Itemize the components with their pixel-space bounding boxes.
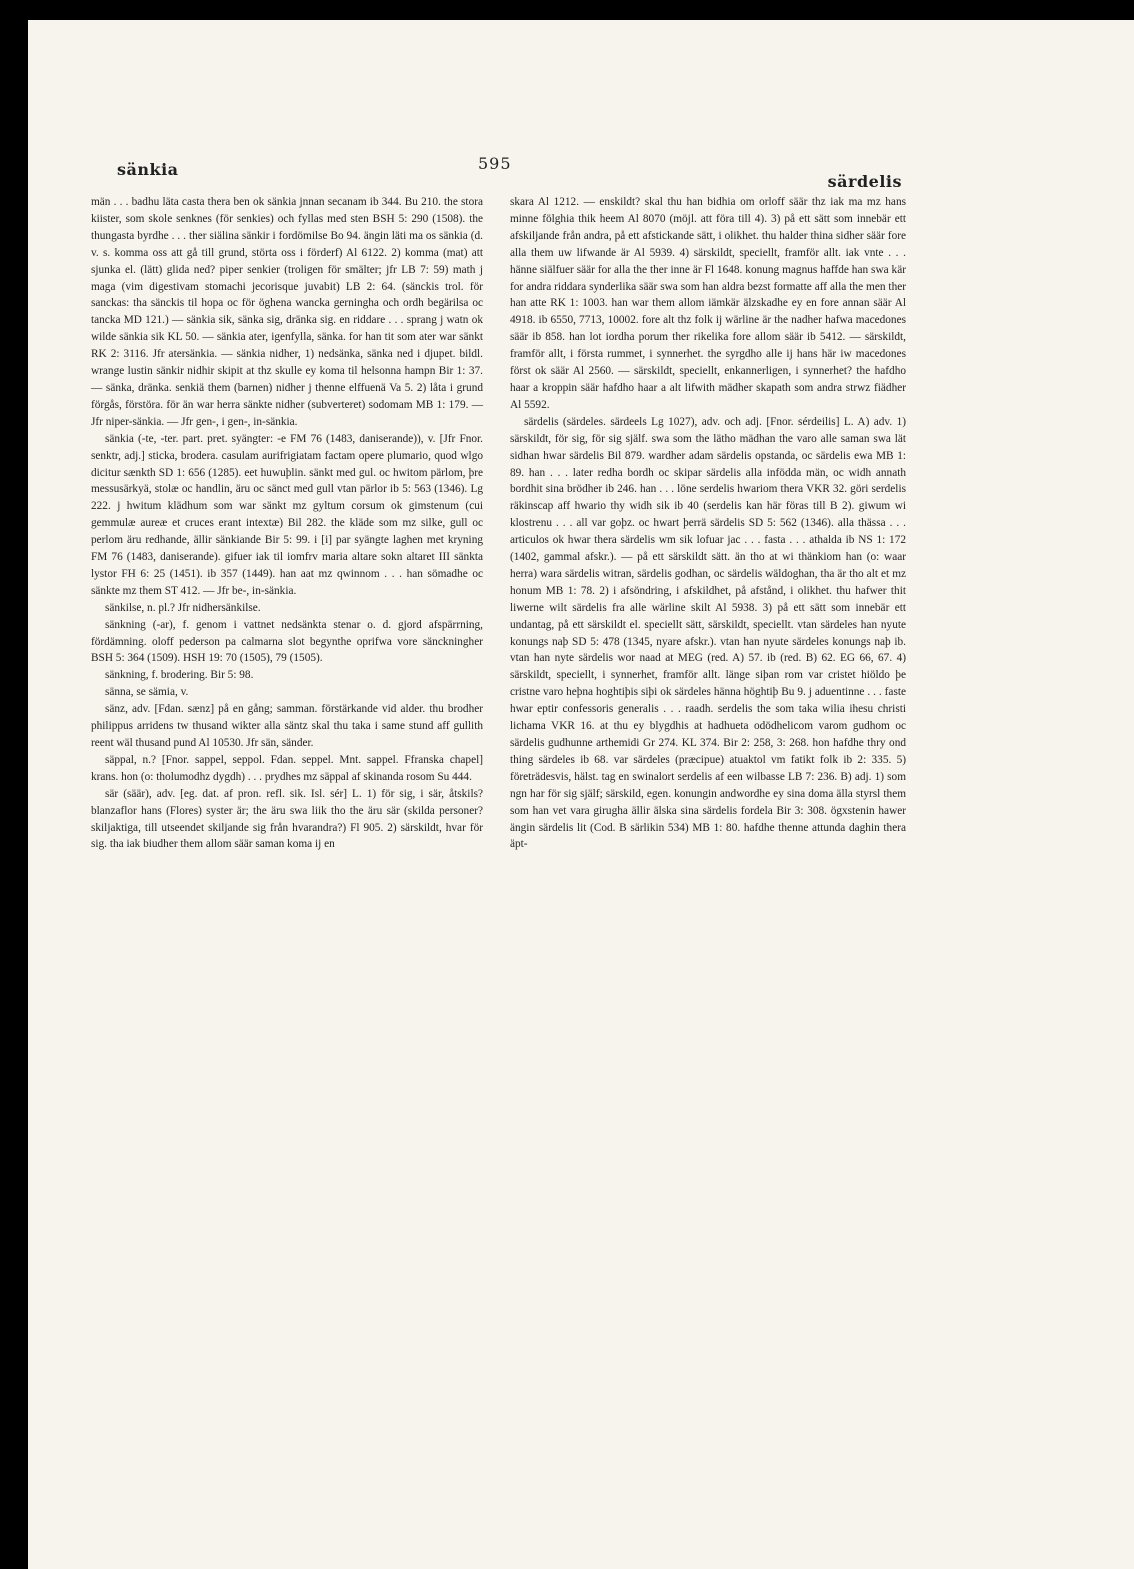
entry: sänz, adv. [Fdan. sænz] på en gång; samman. förstärkande vid alder. thu brodher philippus arridens tw thusand wikter alla säntz skal thu taka i same stund aff gullith reent wäl thusand pund Al 10530. Jfr sän, sänder.: [91, 703, 483, 749]
entry: män . . . badhu läta casta thera ben ok sänkia jnnan secanam ib 344. Bu 210. the stora kiister, som skole senknes (för senkies) och fyllas med sten BSH 5: 290 (1508). the thungasta byrdhe . . . ther siälina sänkir i fordömilse Bo 94. ängin läti ma os sänkia (d. v. s. komma oss att gå till grund, störta oss i förderf) Al 6122. 2) komma (mat) att sjunka el. (lätt) glida ned? piper senkier (troligen för smälter; jfr LB 7: 59) math j maga (vim digestivam stomachi jecorisque juvabit) LB 2: 64. (sänckis trol. för sanckas: tha sänckis til hopa oc för öghena wancka gerningha och ordh begärilsa oc tancka MD 121.) — sänkia sik, sänka sig, dränka sig. en riddare . . . sprang j watn ok wilde sänkia sik KL 50. — sänkia ater, igenfylla, sänka. for han tit som ater war sänkt RK 2: 3116. Jfr atersänkia. — sänkia nidher, 1) nedsänka, sänka ned i djupet. bildl. wrange lustin sänkir nidhir skipit at thz skulle ey koma til helsonna hampn Bir 1: 37. — sänka, dränka. senkiä them (barnen) nidher j thenne elffuenä Va 5. 2) låta i grund förgås, förstöra. för än war herra sänkte nidher (subverteret) sodomam MB 1: 179. — Jfr niper-sänkia. — Jfr gen-, i gen-, in-sänkia.: [91, 196, 483, 428]
entry: sänkilse, n. pl.? Jfr nidhersänkilse.: [105, 601, 261, 614]
entry: sänkning (-ar), f. genom i vattnet nedsänkta stenar o. d. gjord afspärrning, fördämning. oloff pederson pa calmarna slot begynthe oprifwa vore sänckningher BSH 5: 364 (1509). HSH 19: 70 (1505), 79 (1505).: [91, 618, 483, 665]
header-left-word: sänkia: [117, 160, 179, 179]
right-column: [510, 194, 906, 853]
entry: sänkning, f. brodering. Bir 5: 98.: [105, 669, 254, 682]
entry: skara Al 1212. — enskildt? skal thu han bidhia om orloff säär thz iak ma mz hans minne fölghia thik heem Al 8070 (möjl. att föra till 4). 3) på ett sätt som innebär ett afskiljande från andra, på ett afstickande sätt, i olikhet. thu halder thina sidher säär fore alla them uw lifwande är Al 5939. 4) särskildt, speciellt, framför allt. iak vnte . . . hänne siälfuer säär for alla the ther inne är Fl 1648. konung magnus haffde han swa kär for andra riddara synderlika säär swa som han aldra bezst formatte aff alla the men ther han atte RK 1: 1003. han war them allom iämkär älzskadhe ey en fore annan säär Al 4918. ib 6550, 7713, 10002. fore alt thz folk ij wärline är the nadher hafwa macedones säär ib 858. han lot iordha porum ther rikelika fore allom säär ib 5412. — särskildt, framför allt, i första rummet, i synnerhet. the syrgdho alle ij hans här iw macedones först ok säär Al 2560. — särskildt, speciellt, enkannerligen, i synnerhet? the hafdho haar a kroppin säär hafdho haar a alt lifwith mädher skapath som andra strwz fiädher Al 5592.: [510, 196, 906, 411]
entry: särdelis (särdeles. särdeels Lg 1027), adv. och adj. [Fnor. sérdeilis] L. A) adv. 1) särskildt, för sig, för sig själf. swa som the lätho mädhan the varo alle saman swa lät sidhan hwar särdelis Bil 879. wardher adam särdelis opstanda, oc särdelis ewa MB 1: 89. han . . . later redha bordh oc skipar särdelis alla infödda män, oc widh annath bordhit sina brödher ib 246. han . . . löne serdelis hwariom thera VKR 32. göri serdelis räkinscap aff hwario thy widh sik ib 40 (serdelis kan här föras till B 2). giwum wi klostrenu . . . all var goþz. oc hwart þerrä särdelis SD 5: 562 (1346). alla thässa . . . articulos ok hwar thera särdelis wm sik lofuar jac . . . fasta . . . athalda ib NS 1: 172 (1402, gammal afskr.). — på ett särskildt sätt. än tho at wi thänkiom han (o: waar herra) wara särdelis witran, särdelis godhan, oc särdelis wäldoghan, tha är tho alt et mz honum MB 1: 78. 2) i afsöndring, i afskildhet, på afstånd, i olikhet. thu hafwer thit liwerne wilt särdelis fra alle wärline skilt Al 5938. 3) på ett sätt som innebär ett undantag, på ett särskildt el. speciellt sätt, särskildt, speciellt. vtan särdeles han nyute konungs naþ SD 5: 478 (1345, nyare afskr.). vtan han nyute särdeles konungs naþ ib. vtan han nyte särdelis wor naad at MEG (red. A) 57. ib (red. B) 62. EG 66, 67. 4) särskildt, speciellt, i synnerhet, framför allt. länge siþan rom var cristet hiöldo þe cristne varo heþna hoghtiþis siþi ok särdeles hänna höghtiþ Bu 9. j aduentinne . . . faste hwar eptir confessoris generalis . . . raadh. serdelis the som taka wilia ihesu christi lichama VKR 16. at thu ey blygdhis at hadhueta odödhelicom varom gudhom oc särdelis gudhunne arthemidi Gr 274. KL 374. Bir 2: 258, 3: 268. hon hafdhe thry ond thing särdeles ib 68. var särdeles (præcipue) atuaktol vm fatikt folk ib 2: 335. 5) företrädesvis, hälst. tag en swinalort serdelis af een wilbasse LB 7: 236. B) adj. 1) som ngn har för sig själf; särskild, egen. konungin andwordhe ey sina doma älla styrsl them som han vet vara girugha ällir älska sina särdelis fordela Bir 3: 308. ögxstenin hawer ängin särdelis lit (Cod. B särlikin 534) MB 1: 80. hafdhe thenne attunda daghin thera äpt-: [510, 415, 906, 851]
entry: sänkia (-te, -ter. part. pret. syängter: -e FM 76 (1483, daniserande)), v. [Jfr Fnor. senktr, adj.] sticka, brodera. casulam aurifrigiatam factam opere plumario, quod wlgo dicitur sænkth SD 1: 656 (1285). eet huwuþlin. sänkt med gul. oc hwitom pärlom, þre messusärkyä, stolæ oc handlin, äru oc sänct med gull vtan pärlor ib 5: 563 (1346). Lg 222. j hwitum klädhum som war sänkt mz gyltum corsum ok gimstenum (cui gemmulæ aureæ et cruces erant intextæ) Bil 282. the kläde som mz silke, gull oc perlom äru redhande, ällir sänkiande Bir 5: 99. i [i] par syängte laghen met kryning FM 76 (1483, daniserande). gifuer iak til iomfrv maria altare sokn altaret III sänkta lystor FH 6: 25 (1451). ib 357 (1449). han aat mz qwinnom . . . han sömadhe oc sänkte mz them ST 412. — Jfr be-, in-sänkia.: [91, 432, 483, 597]
entry: sänna, se sämia, v.: [105, 686, 189, 699]
running-header: [28, 142, 1134, 191]
dictionary-page: [28, 20, 1134, 1569]
left-column: [91, 194, 483, 853]
entry: sär (säär), adv. [eg. dat. af pron. refl. sik. Isl. sér] L. 1) för sig, i sär, åtskils? blanzaflor hans (Flores) syster är; the äru swa liik tho the äru sär (skilda personer? skiljaktiga, till utseendet skiljande sig från hvarandra?) Fl 905. 2) särskildt, hvar för sig. tha iak biudher them allom säär saman koma ij en: [91, 787, 483, 851]
page-number: 595: [478, 154, 512, 173]
entry: säppal, n.? [Fnor. sappel, seppol. Fdan. seppel. Mnt. sappel. Ffranska chapel] krans. hon (o: tholumodhz dygdh) . . . prydhes mz säppal af skinanda rosom Su 444.: [91, 753, 483, 783]
header-right-word: särdelis: [827, 172, 902, 191]
